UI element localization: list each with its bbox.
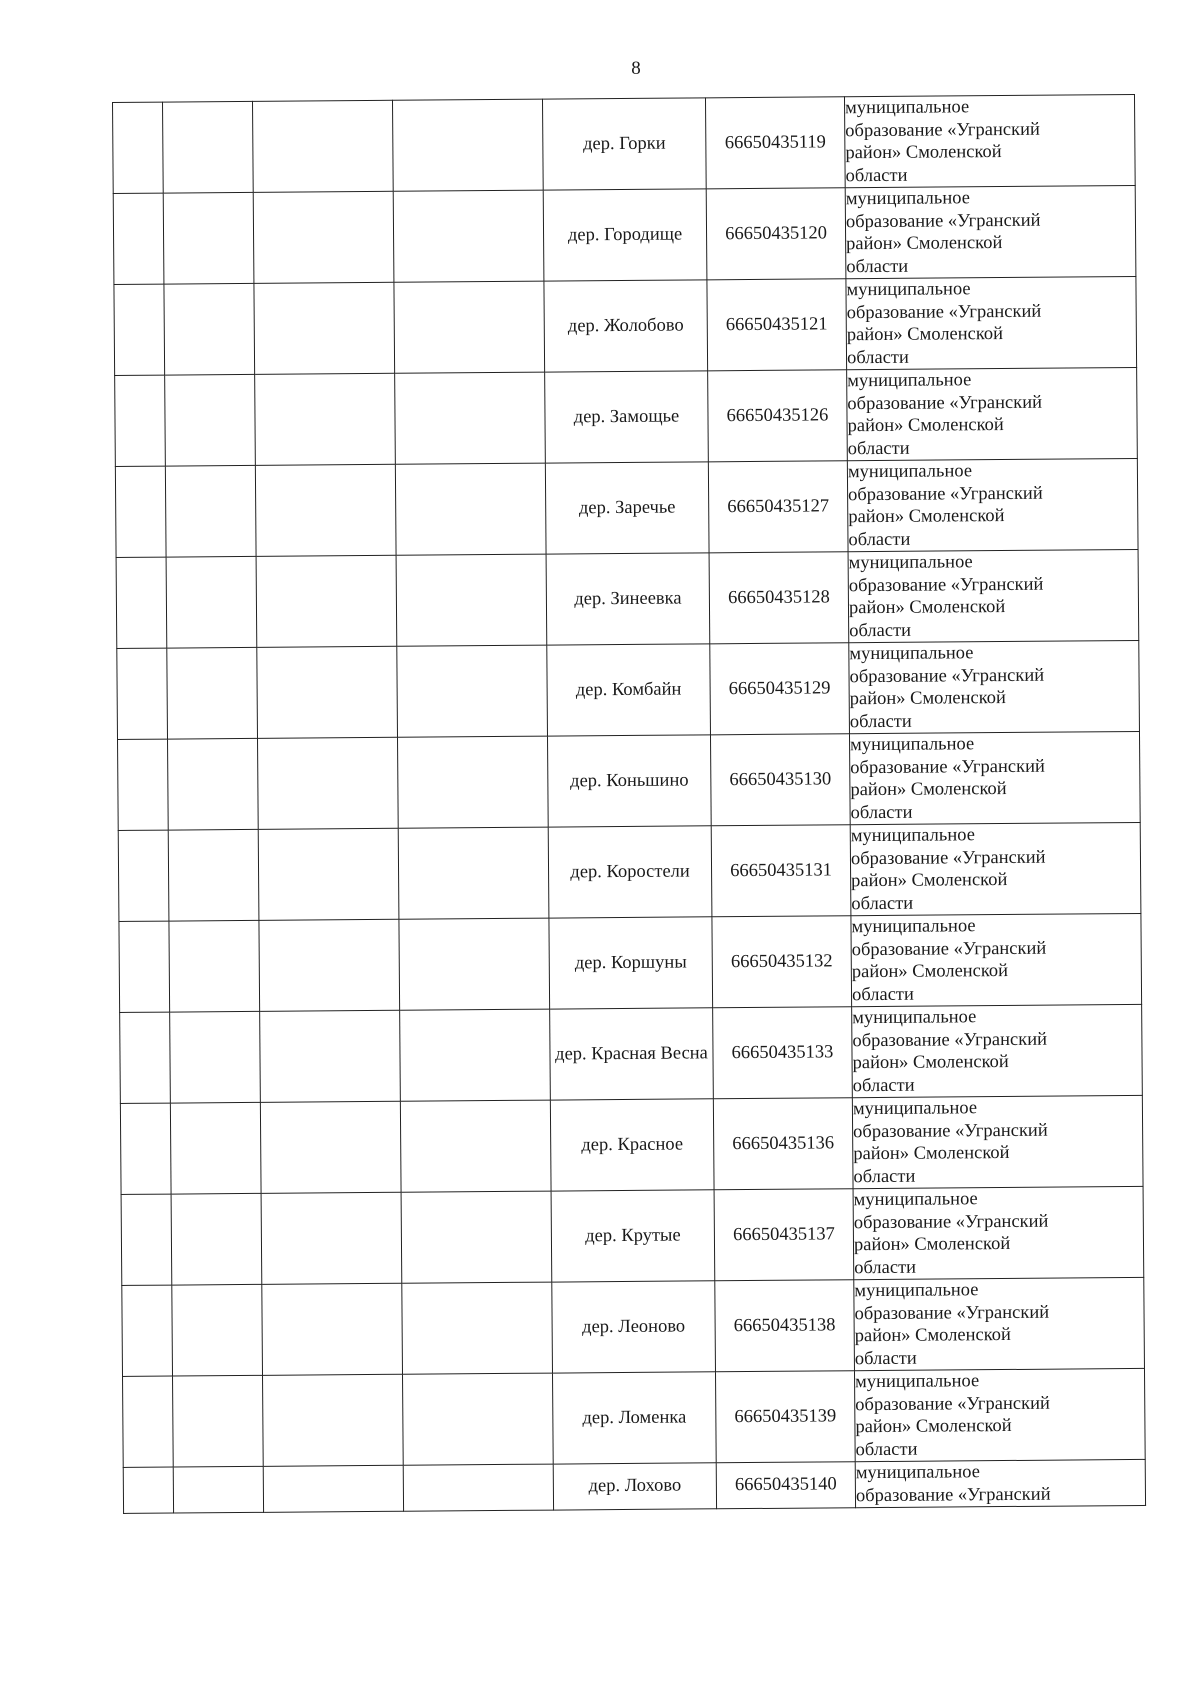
owner-line: образование «Угранский xyxy=(845,119,1040,141)
owner-line: образование «Угранский xyxy=(850,756,1045,778)
empty-cell xyxy=(163,101,254,193)
owner-line: муниципальное xyxy=(849,734,975,756)
owner-line: район» Смоленской xyxy=(852,1051,1009,1074)
owner-line: образование «Угранский xyxy=(846,301,1042,323)
oktmo-code: 66650435120 xyxy=(706,188,846,280)
empty-cell xyxy=(122,1285,173,1376)
empty-cell xyxy=(258,737,399,829)
empty-cell xyxy=(395,463,546,555)
empty-cell xyxy=(394,281,545,373)
empty-cell xyxy=(118,830,169,921)
table-row xyxy=(118,822,1141,921)
table-row xyxy=(118,731,1141,830)
owner-line: муниципальное xyxy=(852,1098,978,1120)
table-row xyxy=(113,94,1136,193)
owner-line: области xyxy=(850,802,913,823)
owner-line: муниципальное xyxy=(851,916,976,938)
empty-cell xyxy=(171,1193,262,1285)
empty-cell xyxy=(397,645,548,737)
owner-line: муниципальное xyxy=(849,643,974,665)
owner-line: области xyxy=(851,893,914,914)
owner-line: области xyxy=(846,347,909,368)
empty-cell xyxy=(163,192,254,284)
owner-line: район» Смоленской xyxy=(854,1324,1011,1347)
owner-line: муниципальное xyxy=(852,1007,977,1029)
oktmo-code: 66650435129 xyxy=(710,643,850,735)
settlement-name: дер. Леоново xyxy=(552,1281,716,1373)
settlement-name: дер. Коростели xyxy=(548,826,712,918)
empty-cell xyxy=(173,1466,263,1513)
owner-entity xyxy=(844,94,1135,187)
empty-cell xyxy=(393,190,544,282)
settlement-name: дер. Коршуны xyxy=(549,917,713,1009)
oktmo-code: 66650435130 xyxy=(710,734,850,826)
empty-cell xyxy=(403,1464,553,1511)
empty-cell xyxy=(256,555,397,647)
owner-line: район» Смоленской xyxy=(845,142,1002,164)
settlement-name: дер. Красное xyxy=(550,1099,714,1191)
empty-cell xyxy=(402,1282,553,1374)
owner-entity xyxy=(849,731,1140,824)
owner-line: области xyxy=(846,256,909,277)
owner-line: район» Смоленской xyxy=(848,506,1005,528)
owner-line: области xyxy=(855,1439,918,1460)
oktmo-code: 66650435138 xyxy=(715,1280,855,1372)
owner-line: области xyxy=(854,1257,917,1278)
owner-line: области xyxy=(847,438,910,459)
empty-cell xyxy=(115,375,166,466)
owner-entity xyxy=(846,276,1137,369)
empty-cell xyxy=(252,100,393,192)
table-row xyxy=(117,640,1140,739)
owner-entity xyxy=(848,549,1139,642)
empty-cell xyxy=(403,1373,554,1465)
oktmo-code: 66650435126 xyxy=(708,370,848,462)
owner-entity xyxy=(845,185,1136,278)
empty-cell xyxy=(259,919,400,1011)
empty-cell xyxy=(395,372,546,464)
municipal-entities-table xyxy=(112,94,1146,1514)
empty-cell xyxy=(116,557,167,648)
empty-cell xyxy=(401,1191,552,1283)
empty-cell xyxy=(120,1012,171,1103)
owner-line: район» Смоленской xyxy=(851,869,1008,892)
owner-line: области xyxy=(851,984,914,1005)
empty-cell xyxy=(114,284,165,375)
table-row xyxy=(122,1277,1145,1376)
empty-cell xyxy=(262,1283,403,1375)
page-number: 8 xyxy=(631,58,641,79)
empty-cell xyxy=(120,1103,171,1194)
empty-cell xyxy=(260,1101,401,1193)
table-row xyxy=(114,276,1137,375)
owner-entity xyxy=(853,1186,1144,1279)
owner-entity xyxy=(855,1459,1145,1507)
empty-cell xyxy=(113,193,164,284)
owner-entity xyxy=(850,822,1141,915)
empty-cell xyxy=(173,1375,264,1467)
owner-line: образование «Угранский xyxy=(848,483,1043,505)
owner-line: образование «Угранский xyxy=(853,1211,1049,1233)
table-row xyxy=(116,549,1139,648)
settlement-name: дер. Зинеевка xyxy=(546,553,710,645)
empty-cell xyxy=(258,828,399,920)
empty-cell xyxy=(121,1194,172,1285)
empty-cell xyxy=(170,1102,261,1194)
table-row xyxy=(123,1459,1145,1513)
settlement-name: дер. Замощье xyxy=(545,371,709,463)
owner-line: образование «Угранский xyxy=(847,392,1043,414)
oktmo-code: 66650435140 xyxy=(716,1462,855,1509)
owner-line: муниципальное xyxy=(854,1371,980,1393)
owner-entity xyxy=(852,1004,1143,1097)
owner-line: образование «Угранский xyxy=(851,938,1047,960)
oktmo-code: 66650435119 xyxy=(705,97,845,189)
owner-line: район» Смоленской xyxy=(847,415,1004,437)
oktmo-code: 66650435121 xyxy=(707,279,847,371)
empty-cell xyxy=(400,1100,551,1192)
owner-line: области xyxy=(853,1166,916,1187)
oktmo-code: 66650435136 xyxy=(713,1098,853,1190)
owner-line: муниципальное xyxy=(853,1189,978,1211)
empty-cell xyxy=(255,373,396,465)
owner-line: район» Смоленской xyxy=(848,597,1006,619)
table-row xyxy=(123,1368,1146,1467)
owner-line: район» Смоленской xyxy=(855,1415,1012,1438)
settlement-name: дер. Ломенка xyxy=(552,1372,716,1464)
oktmo-code: 66650435128 xyxy=(709,552,849,644)
owner-line: образование «Угранский xyxy=(852,1029,1048,1051)
oktmo-code: 66650435131 xyxy=(711,825,851,917)
owner-line: муниципальное xyxy=(850,825,975,847)
empty-cell xyxy=(123,1376,174,1467)
oktmo-code: 66650435139 xyxy=(715,1371,855,1463)
owner-line: район» Смоленской xyxy=(849,687,1006,710)
settlement-name: дер. Коньшино xyxy=(547,735,711,827)
empty-cell xyxy=(167,647,258,739)
owner-line: образование «Угранский xyxy=(848,574,1044,596)
owner-line: район» Смоленской xyxy=(850,778,1007,801)
table-row xyxy=(113,185,1136,284)
table-row xyxy=(115,458,1138,557)
owner-entity xyxy=(851,913,1142,1006)
owner-line: район» Смоленской xyxy=(846,233,1003,255)
owner-line: образование «Угранский xyxy=(849,665,1045,687)
empty-cell xyxy=(397,736,548,828)
owner-line: образование «Угранский xyxy=(854,1302,1050,1324)
table-row xyxy=(120,1095,1143,1194)
table-row xyxy=(121,1186,1144,1285)
settlement-name: дер. Лохово xyxy=(553,1463,716,1510)
owner-entity xyxy=(847,458,1138,551)
owner-line: район» Смоленской xyxy=(846,324,1004,346)
empty-cell xyxy=(172,1284,263,1376)
empty-cell xyxy=(257,646,398,738)
empty-cell xyxy=(117,648,168,739)
oktmo-code: 66650435127 xyxy=(708,461,848,553)
empty-cell xyxy=(399,918,550,1010)
settlement-name: дер. Городище xyxy=(543,189,707,281)
empty-cell xyxy=(165,374,256,466)
owner-line: район» Смоленской xyxy=(853,1233,1011,1256)
owner-line: район» Смоленской xyxy=(851,960,1009,983)
owner-line: муниципальное xyxy=(846,279,971,301)
owner-line: области xyxy=(849,620,912,641)
empty-cell xyxy=(254,282,395,374)
empty-cell xyxy=(168,829,259,921)
settlement-name: дер. Заречье xyxy=(545,462,709,554)
owner-line: области xyxy=(854,1348,917,1369)
empty-cell xyxy=(261,1192,402,1284)
owner-entity xyxy=(847,367,1138,460)
empty-cell xyxy=(392,99,543,191)
owner-line: образование «Угранский xyxy=(855,1393,1050,1415)
owner-line: муниципальное xyxy=(845,188,970,210)
empty-cell xyxy=(166,556,257,648)
settlement-name: дер. Красная Весна xyxy=(550,1008,714,1100)
oktmo-code: 66650435133 xyxy=(713,1007,853,1099)
empty-cell xyxy=(260,1010,401,1102)
owner-entity xyxy=(854,1277,1145,1370)
owner-line: муниципальное xyxy=(847,370,972,392)
empty-cell xyxy=(169,920,260,1012)
empty-cell xyxy=(113,102,164,193)
oktmo-code: 66650435132 xyxy=(712,916,852,1008)
table-row xyxy=(120,1004,1143,1103)
settlement-name: дер. Горки xyxy=(542,98,706,190)
empty-cell xyxy=(165,465,256,557)
owner-line: области xyxy=(849,711,912,732)
table-row xyxy=(115,367,1138,466)
owner-line: муниципальное xyxy=(844,97,970,119)
owner-line: образование «Угранский xyxy=(853,1120,1048,1142)
empty-cell xyxy=(396,554,547,646)
owner-line: муниципальное xyxy=(854,1280,979,1302)
empty-cell xyxy=(255,464,396,556)
empty-cell xyxy=(119,921,170,1012)
empty-cell xyxy=(263,1465,403,1512)
table-row xyxy=(119,913,1142,1012)
empty-cell xyxy=(115,466,166,557)
owner-line: муниципальное xyxy=(847,461,973,483)
owner-line: области xyxy=(852,1075,915,1096)
owner-line: образование «Угранский xyxy=(845,210,1041,232)
owner-line: муниципальное xyxy=(855,1462,980,1484)
empty-cell xyxy=(164,283,255,375)
empty-cell xyxy=(400,1009,551,1101)
empty-cell xyxy=(253,191,394,283)
owner-line: области xyxy=(845,165,908,186)
settlement-name: дер. Крутые xyxy=(551,1190,715,1282)
owner-line: области xyxy=(848,529,911,550)
settlement-name: дер. Комбайн xyxy=(547,644,711,736)
owner-entity xyxy=(849,640,1140,733)
settlement-name: дер. Жолобово xyxy=(544,280,708,372)
empty-cell xyxy=(123,1467,173,1513)
owner-line: район» Смоленской xyxy=(853,1142,1010,1165)
empty-cell xyxy=(263,1374,404,1466)
owner-entity xyxy=(854,1368,1145,1461)
empty-cell xyxy=(118,739,169,830)
owner-line: образование «Угранский xyxy=(850,847,1046,869)
owner-line: образование «Угранский xyxy=(855,1484,1051,1506)
owner-entity xyxy=(852,1095,1143,1188)
owner-line: муниципальное xyxy=(848,552,973,574)
oktmo-code: 66650435137 xyxy=(714,1189,854,1281)
empty-cell xyxy=(398,827,549,919)
empty-cell xyxy=(170,1011,261,1103)
empty-cell xyxy=(168,738,259,830)
